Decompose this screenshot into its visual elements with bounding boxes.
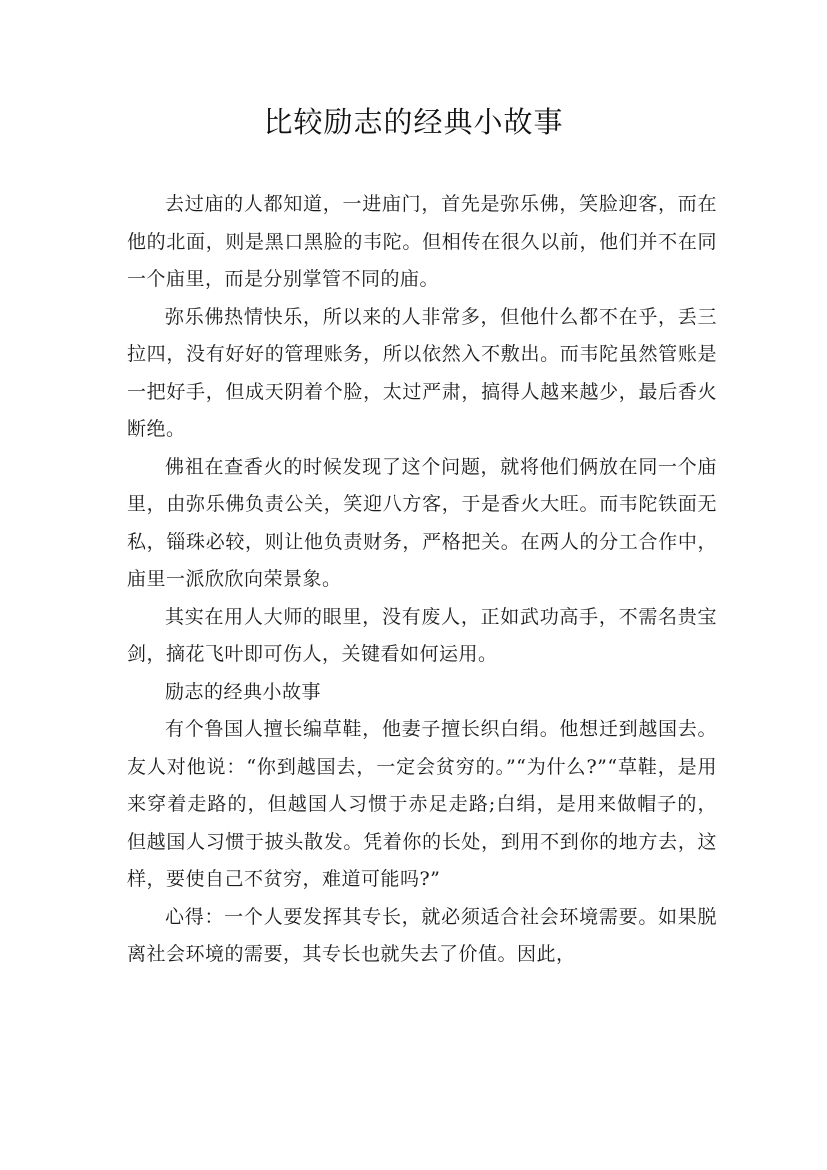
- paragraph: 弥乐佛热情快乐，所以来的人非常多，但他什么都不在乎，丢三拉四，没有好好的管理账务，所以依然入不敷出。而韦陀虽然管账是一把好手，但成天阴着个脸，太过严肃，搞得人越来越少，最后香火断绝。: [127, 305, 717, 440]
- section-heading: 励志的经典小故事: [165, 680, 322, 703]
- document-body: [127, 186, 717, 974]
- document-title: 比较励志的经典小故事: [263, 105, 564, 139]
- paragraph: 佛祖在查香火的时候发现了这个问题，就将他们俩放在同一个庙里，由弥乐佛负责公关，笑迎八方客，于是香火大旺。而韦陀铁面无私，锱珠必较，则让他负责财务，严格把关。在两人的分工合作中，庙里一派欣欣向荣景象。: [127, 455, 717, 590]
- paragraph: 去过庙的人都知道，一进庙门，首先是弥乐佛，笑脸迎客，而在他的北面，则是黑口黑脸的韦陀。但相传在很久以前，他们并不在同一个庙里，而是分别掌管不同的庙。: [127, 193, 717, 290]
- paragraph: 其实在用人大师的眼里，没有废人，正如武功高手，不需名贵宝剑，摘花飞叶即可伤人，关键看如何运用。: [127, 605, 717, 665]
- paragraph: 有个鲁国人擅长编草鞋，他妻子擅长织白绢。他想迁到越国去。友人对他说：“你到越国去，一定会贫穷的。”“为什么?”“草鞋，是用来穿着走路的，但越国人习惯于赤足走路;白绢，是用来做帽子的，但越国人习惯于披头散发。凭着你的长处，到用不到你的地方去，这样，要使自己不贫穷，难道可能吗?”: [127, 718, 717, 890]
- paragraph: 心得：一个人要发挥其专长，就必须适合社会环境需要。如果脱离社会环境的需要，其专长也就失去了价值。因此，: [127, 905, 717, 965]
